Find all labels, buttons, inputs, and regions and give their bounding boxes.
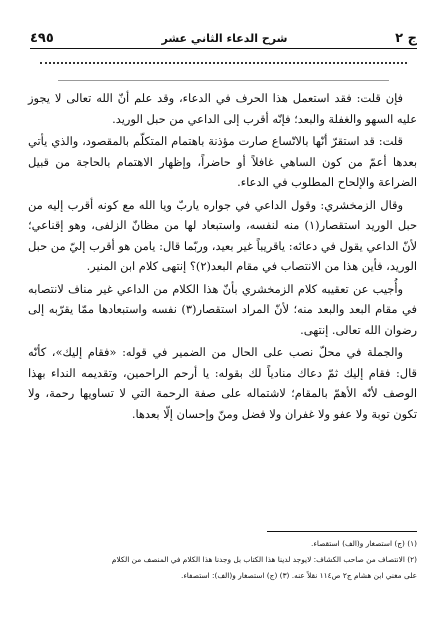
paragraph: والجملة في محلّ نصب على الحال من الضمير في قوله: «فقام إليك»، كأنّه قال: فقام إليك ثمّ دعاك منادياً لك بقوله: يا أرحم الراحمين، وتقديمه النداء بهذا الوصف لأنّه الأهمّ بالمقام؛ لاشتماله على صفة الرحمة التي لا تساويها رحمة، ولا تكون توبة ولا عفو ولا غفران ولا فضل ومنّ وإحسان إلّا بعدها.	[28, 345, 417, 421]
paragraph: فإن قلت: فقد استعمل هذا الحرف في الدعاء، وقد علم أنّ الله تعالى لا يجوز عليه السهو والغفلة والبعد؛ فإنّه أقرب إلى الداعي من حبل الوريد.	[28, 91, 417, 126]
footnote: (٢) الانتصاف من صاحب الكشاف: لايوجد لدينا هذا الكتاب بل وجدنا هذا الكلام في المنصف من الكلام	[111, 555, 417, 564]
paragraph: وأُجيب عن تعقيبه كلام الزمخشري بأنّ هذا الكلام من الداعي غير مناف لانتصابه في مقام البعد والبعد منه؛ لأنّ المراد استقصار(٣) نفسه واستبعادها ممّا يقرّبه إلى رضوان الله تعالى. إنتهى.	[28, 281, 417, 337]
section-divider	[58, 80, 389, 81]
footnote: (١) (ج) استصغار و(الف) استقصاء.	[311, 539, 417, 548]
chapter-title: شرح الدعاء الثاني عشر	[161, 31, 288, 45]
main-text	[28, 88, 417, 426]
volume-number: ج ٢	[395, 30, 417, 46]
footnote: على مغني ابن هشام ج٢ ص١١٤ نقلاً عنه. (٣) (ج) استصغار و(الف): استصفاء.	[180, 571, 417, 580]
footnote-rule	[267, 531, 417, 532]
paragraph: وقال الزمخشري: وقول الداعي في جواره ياربّ ويا الله مع كونه أقرب إليه من حبل الوريد استقصار(١) منه لنفسه، واستبعاد لها من مظانّ الزلفى، وهو إقناعي؛ لأنّ الداعي يقول في دعائه: ياقريباً غير بعيد، وربّما قال: يامن هو أقرب إليّ من حبل الوريد، فأين هذا من الانتصاب في مقام البعد(٢)؟ إنتهى كلام ابن المنير.	[28, 197, 417, 273]
running-header	[30, 28, 417, 48]
header-rule	[30, 48, 417, 49]
dotted-divider	[40, 62, 407, 64]
paragraph: قلت: قد استقرّ أنّها بالاتّساع صارت مؤذنة باهتمام المتكلّم بالمقصود، والذي يأتي بعدها أعمّ من كون الساهي غافلاً أو حاضراً، وإظهار الاهتمام بالحاجة من قبيل الضراعة والإلحاح المطلوب في الدعاء.	[28, 134, 417, 189]
footnotes	[28, 536, 417, 584]
page-number: ٤٩٥	[30, 30, 54, 46]
